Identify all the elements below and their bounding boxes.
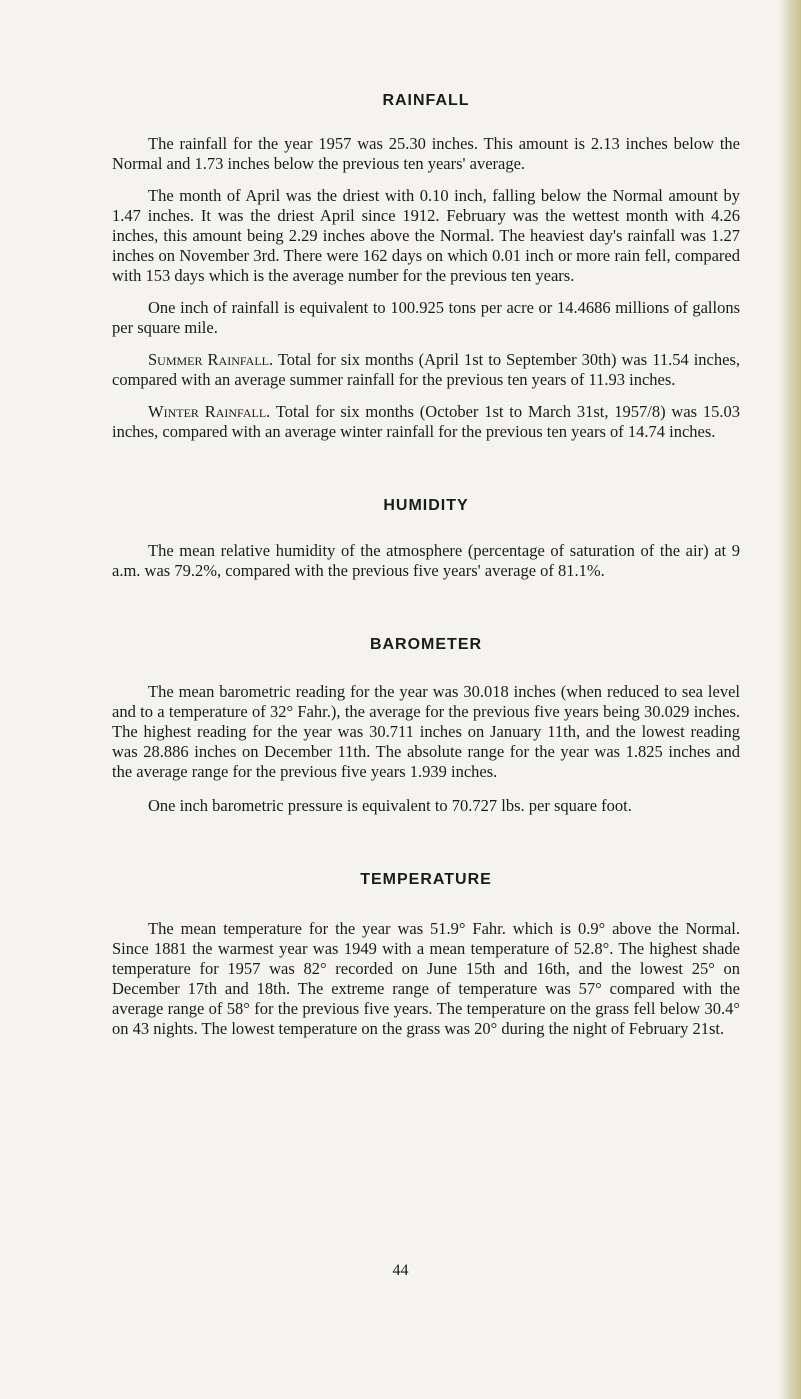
summer-rainfall-paragraph xyxy=(112,350,740,390)
winter-rainfall-paragraph xyxy=(112,402,740,442)
temperature-paragraph-1: The mean temperature for the year was 51.9° Fahr. which is 0.9° above the Normal. Since 1881 the warmest year was 1949 with a mean temperature of 52.8°. The highest shade temperature for 1957 was 82° recorded on June 15th and 16th, and the lowest 25° on December 17th and 18th. The extreme range of temperature was 57° compared with the average range of 58° for the previous five years. The temperature on the grass fell below 30.4° on 43 nights. The lowest temperature on the grass was 20° during the night of February 21st. xyxy=(112,919,740,1038)
page-content xyxy=(112,92,740,1039)
winter-rainfall-label: Winter Rainfall. xyxy=(148,402,271,421)
barometer-paragraph-1: The mean barometric reading for the year was 30.018 inches (when reduced to sea level and to a temperature of 32° Fahr.), the average for the previous five years being 30.029 inches. The highest reading for the year was 30.711 inches on January 11th, and the lowest reading was 28.886 inches on December 11th. The absolute range for the year was 1.825 inches and the average range for the previous five years 1.939 inches. xyxy=(112,682,740,781)
barometer-paragraph-2: One inch barometric pressure is equivalent to 70.727 lbs. per square foot. xyxy=(148,796,632,815)
humidity-paragraph-1: The mean relative humidity of the atmosphere (percentage of saturation of the air) at 9 a.m. was 79.2%, compared with the previous five years' average of 81.1%. xyxy=(112,541,740,580)
summer-rainfall-text: Total for six months (April 1st to September 30th) was 11.54 inches, compared with an average summer rainfall for the previous ten years of 11.93 inches. xyxy=(112,350,740,389)
rainfall-section xyxy=(112,92,740,442)
barometer-heading: BAROMETER xyxy=(369,636,483,653)
rainfall-paragraph-2: The month of April was the driest with 0.10 inch, falling below the Normal amount by 1.47 inches. It was the driest April since 1912. February was the wettest month with 4.26 inches, this amount being 2.29 inches above the Normal. The heaviest day's rainfall was 1.27 inches on November 3rd. There were 162 days on which 0.01 inch or more rain fell, compared with 153 days which is the average number for the previous ten years. xyxy=(112,186,740,285)
page-number: 44 xyxy=(392,1262,409,1279)
humidity-heading: HUMIDITY xyxy=(383,497,469,514)
humidity-section xyxy=(112,497,740,581)
page-edge-shading xyxy=(779,0,801,1399)
summer-rainfall-label: Summer Rainfall. xyxy=(148,350,274,369)
winter-rainfall-text: Total for six months (October 1st to March 31st, 1957/8) was 15.03 inches, compared with an average winter rainfall for the previous ten years of 14.74 inches. xyxy=(112,402,740,441)
rainfall-heading: RAINFALL xyxy=(382,92,470,109)
rainfall-paragraph-1: The rainfall for the year 1957 was 25.30 inches. This amount is 2.13 inches below the Normal and 1.73 inches below the previous ten years' average. xyxy=(112,134,740,173)
temperature-section xyxy=(112,871,740,1039)
temperature-heading: TEMPERATURE xyxy=(360,871,492,888)
rainfall-paragraph-3: One inch of rainfall is equivalent to 100.925 tons per acre or 14.4686 millions of gallons per square mile. xyxy=(112,298,740,337)
barometer-section xyxy=(112,636,740,816)
